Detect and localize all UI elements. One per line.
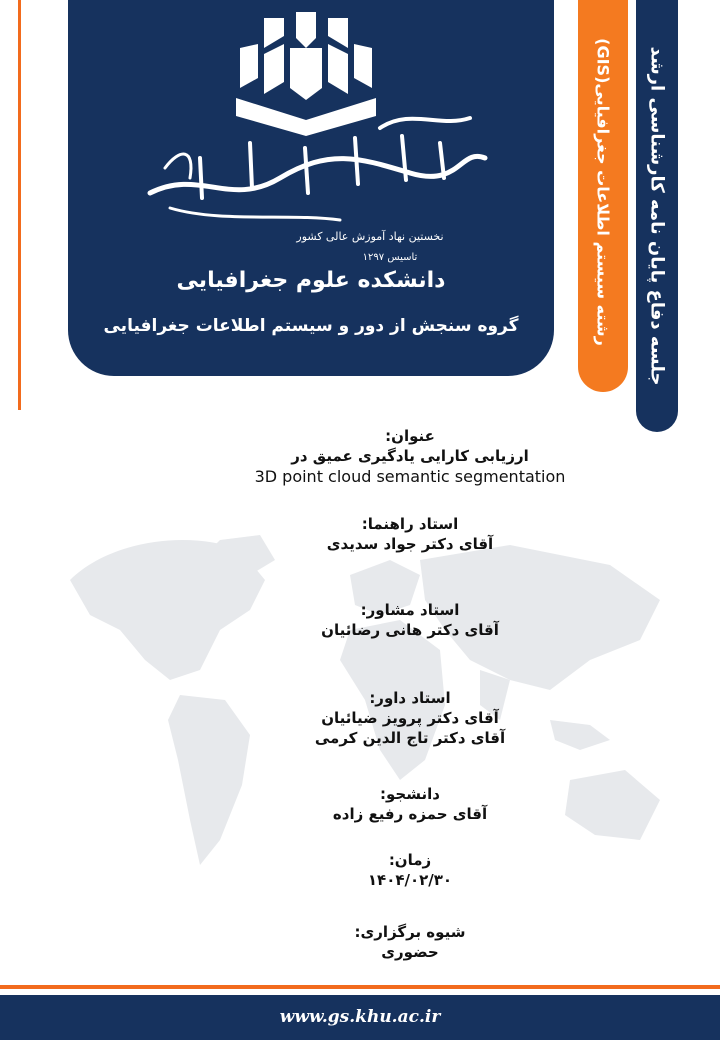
- student-name: آقای حمزه رفیع زاده: [332, 805, 488, 823]
- left-accent-line: [18, 0, 21, 410]
- title-line-2: 3D point cloud semantic segmentation: [254, 467, 566, 486]
- mode-section: [150, 922, 670, 962]
- mode-value: حضوری: [381, 943, 439, 961]
- referee-label: استاد داور:: [369, 689, 451, 707]
- footer-bar: [0, 995, 720, 1040]
- university-logo: [140, 8, 490, 270]
- student-section: [150, 784, 670, 824]
- faculty-name: دانشکده علوم جغرافیایی: [176, 268, 446, 293]
- time-label: زمان:: [388, 851, 432, 869]
- department-name: گروه سنجش از دور و سیستم اطلاعات جغرافیایی: [103, 316, 519, 336]
- advisor-name: آقای دکتر هانی رضائیان: [321, 621, 499, 639]
- mode-label: شیوه برگزاری:: [354, 923, 466, 941]
- supervisor-section: [150, 514, 670, 554]
- event-label: جلسه دفاع پایان نامه کارشناسی ارشد: [646, 46, 668, 386]
- referee-name-1: آقای دکتر پرویز ضیائیان: [321, 709, 499, 727]
- event-banner: [636, 0, 678, 432]
- thesis-section: [150, 426, 670, 488]
- advisor-label: استاد مشاور:: [360, 601, 460, 619]
- title-line-1: ارزیابی کارایی یادگیری عمیق در: [291, 447, 529, 465]
- referee-name-2: آقای دکتر تاج الدین کرمی: [314, 729, 506, 747]
- svg-text:نخستین نهاد آموزش عالی کشور: نخستین نهاد آموزش عالی کشور: [296, 230, 444, 243]
- title-label: عنوان:: [385, 427, 435, 445]
- svg-text:تاسیس ۱۲۹۷: تاسیس ۱۲۹۷: [362, 252, 418, 263]
- program-banner: [578, 0, 628, 392]
- student-label: دانشجو:: [380, 785, 440, 803]
- time-section: [150, 850, 670, 890]
- program-label: رشته سیستم اطلاعات جغرافیایی(GIS): [593, 38, 613, 346]
- supervisor-name: آقای دکتر جواد سدیدی: [326, 535, 494, 553]
- website-link[interactable]: www.gs.khu.ac.ir: [279, 1007, 441, 1027]
- advisor-section: [150, 600, 670, 640]
- supervisor-label: استاد راهنما:: [361, 515, 459, 533]
- time-value: ۱۴۰۴/۰۲/۳۰: [367, 871, 453, 889]
- bottom-accent-line: [0, 985, 720, 989]
- referee-section: [150, 688, 670, 748]
